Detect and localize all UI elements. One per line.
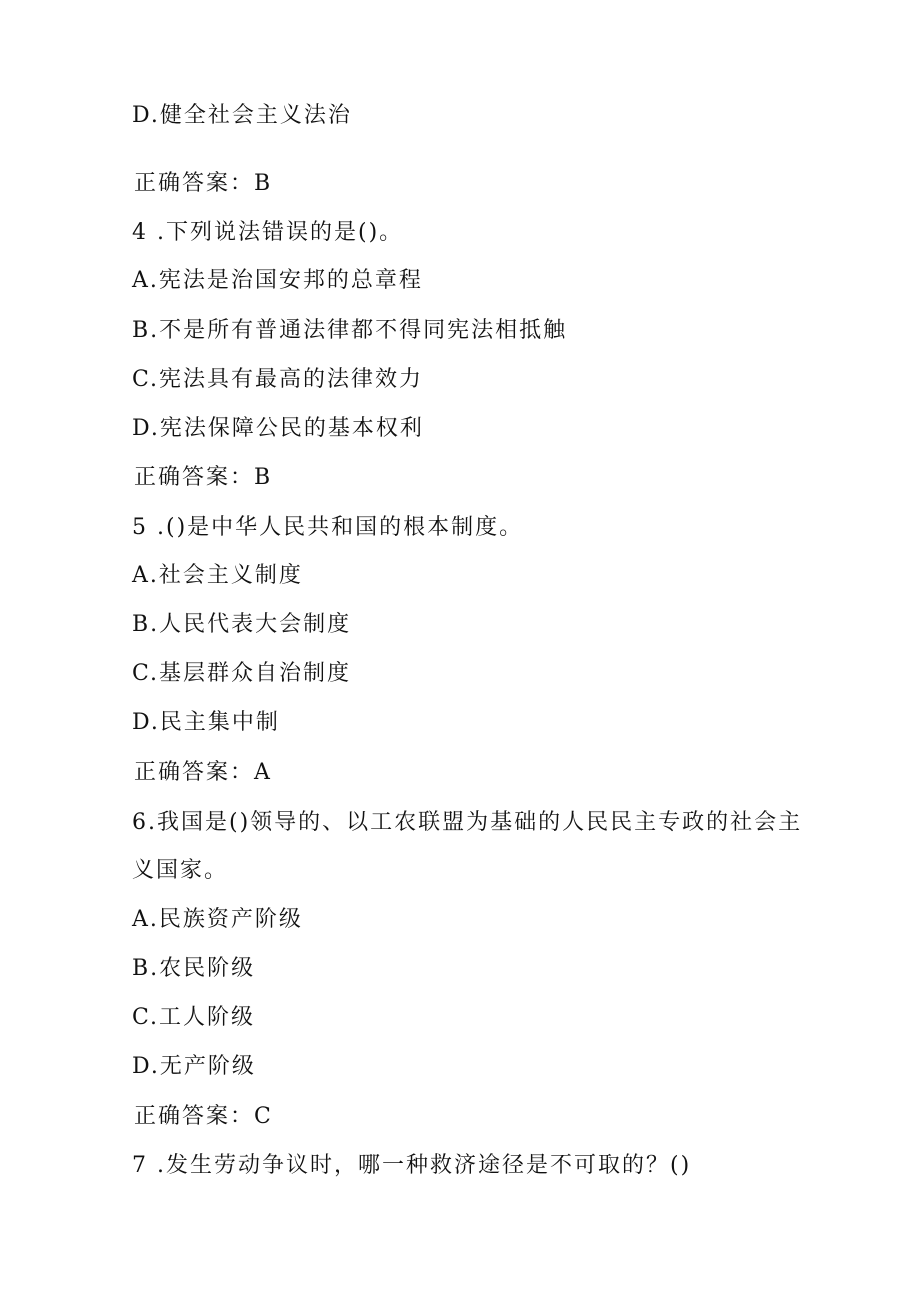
option-line: D.健全社会主义法治: [132, 103, 352, 128]
question-line: 4 .下列说法错误的是()。: [132, 220, 404, 245]
option-line: C.工人阶级: [132, 1005, 256, 1030]
option-line: C.基层群众自治制度: [132, 661, 352, 686]
option-line: C.宪法具有最高的法律效力: [132, 367, 424, 392]
option-line: B.不是所有普通法律都不得同宪法相抵触: [132, 318, 568, 343]
answer-line: 正确答案：B: [134, 171, 273, 196]
option-line: B.人民代表大会制度: [132, 612, 352, 637]
answer-line: 正确答案：A: [134, 760, 272, 785]
question-line: 5 .()是中华人民共和国的根本制度。: [132, 515, 524, 540]
answer-line: 正确答案：B: [134, 465, 273, 490]
question-line: 7 .发生劳动争议时，哪一种救济途径是不可取的？(): [132, 1153, 692, 1178]
answer-line: 正确答案：C: [134, 1104, 273, 1129]
option-line: D.无产阶级: [132, 1054, 256, 1079]
question-line: 6.我国是()领导的、以工农联盟为基础的人民民主专政的社会主: [132, 810, 803, 835]
option-line: D.宪法保障公民的基本权利: [132, 416, 424, 441]
option-line: A.宪法是治国安邦的总章程: [132, 268, 423, 293]
option-line: D.民主集中制: [132, 710, 280, 735]
option-line: A.社会主义制度: [132, 563, 303, 588]
option-line: A.民族资产阶级: [132, 907, 303, 932]
question-continuation-line: 义国家。: [132, 858, 229, 883]
option-line: B.农民阶级: [132, 956, 256, 981]
